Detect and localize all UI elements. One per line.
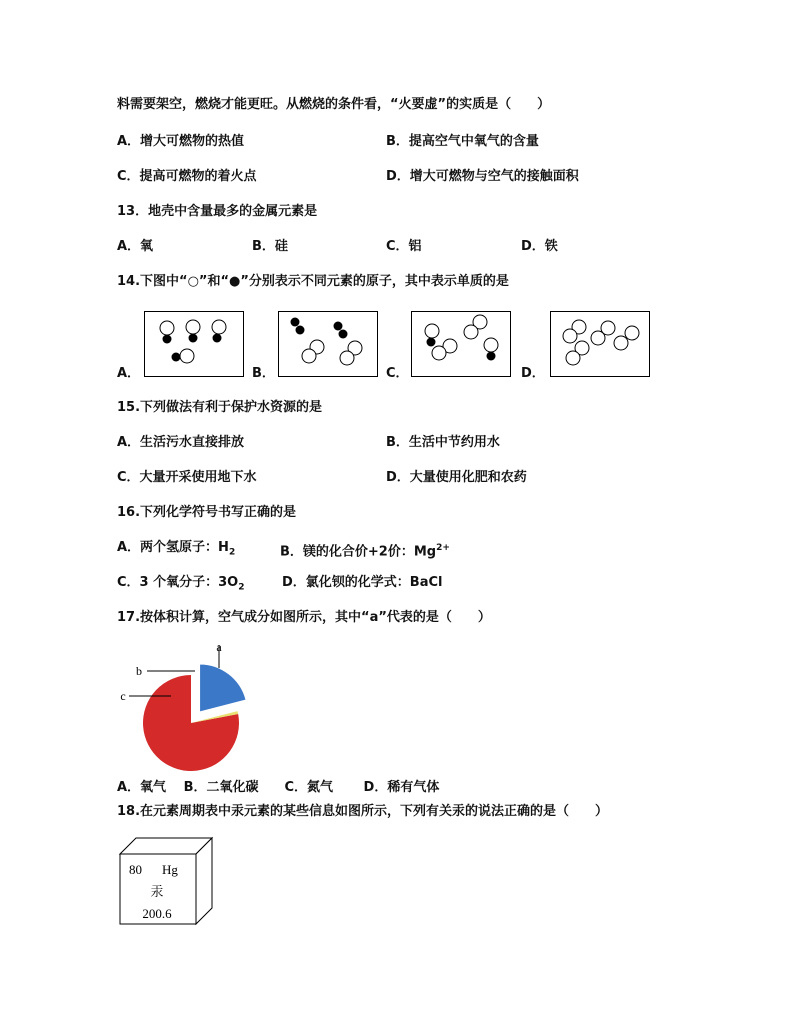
q18-stem: 18.在元素周期表中汞元素的某些信息如图所示，下列有关汞的说法正确的是（ ）	[117, 804, 609, 819]
pie-label-a: a	[216, 640, 222, 654]
pie-label-b: b	[136, 664, 142, 678]
atomic-number: 80	[129, 862, 142, 877]
q16-option-a-text: A．两个氢原子：H	[117, 540, 229, 555]
q12-option-c[interactable]: C．提高可燃物的着火点	[117, 169, 257, 184]
molecule-diagram-c	[412, 312, 510, 376]
q14-diagram-c	[411, 311, 511, 377]
q12-option-a[interactable]: A．增大可燃物的热值	[117, 134, 245, 149]
q14-option-a-label[interactable]: A．	[117, 366, 141, 381]
air-composition-pie-chart	[115, 635, 255, 775]
pie-label-c: c	[120, 689, 126, 703]
q16-stem: 16.下列化学符号书写正确的是	[117, 505, 297, 520]
q15-option-b[interactable]: B．生活中节约用水	[386, 435, 500, 450]
q13-option-c[interactable]: C．铝	[386, 239, 422, 254]
q13-option-b[interactable]: B．硅	[252, 239, 288, 254]
molecule-diagram-b	[279, 312, 377, 376]
q12-option-d[interactable]: D．增大可燃物与空气的接触面积	[386, 169, 579, 184]
q15-option-d[interactable]: D．大量使用化肥和农药	[386, 470, 527, 485]
q13-stem: 13．地壳中含量最多的金属元素是	[117, 204, 318, 219]
q13-option-a[interactable]: A．氧	[117, 239, 154, 254]
q15-stem: 15.下列做法有利于保护水资源的是	[117, 400, 323, 415]
q14-option-d-label[interactable]: D．	[521, 366, 545, 381]
q15-option-c[interactable]: C．大量开采使用地下水	[117, 470, 257, 485]
element-symbol: Hg	[162, 862, 178, 877]
molecule-diagram-a	[145, 312, 243, 376]
q14-stem: 14.下图中“○”和“●”分别表示不同元素的原子，其中表示单质的是	[117, 274, 509, 289]
q16-option-c-text: C．3 个氧分子：3O	[117, 575, 239, 590]
atomic-mass: 200.6	[142, 906, 172, 921]
q16-option-b-text: B．镁的化合价+2价：Mg	[280, 544, 437, 560]
q12-option-b[interactable]: B．提高空气中氧气的含量	[386, 134, 539, 149]
q17-options[interactable]: A．氧气 B．二氧化碳 C．氮气 D．稀有气体	[117, 780, 440, 795]
q16-option-b-superscript: 2+	[436, 543, 450, 553]
q14-diagram-a	[144, 311, 244, 377]
q12-stem: 料需要架空，燃烧才能更旺。从燃烧的条件看，“火要虚”的实质是（ ）	[117, 97, 551, 112]
element-name: 汞	[150, 885, 164, 900]
q17-stem: 17.按体积计算，空气成分如图所示，其中“a”代表的是（ ）	[117, 610, 491, 625]
molecule-diagram-d	[551, 312, 649, 376]
q16-option-c-subscript: 2	[238, 582, 245, 593]
q16-option-b[interactable]	[280, 539, 450, 561]
q16-option-a-subscript: 2	[228, 547, 236, 558]
pie-slice-a	[200, 664, 246, 712]
q15-option-a[interactable]: A．生活污水直接排放	[117, 435, 245, 450]
mercury-element-card	[117, 834, 217, 928]
q14-option-b-label[interactable]: B．	[252, 366, 275, 381]
q14-option-c-label[interactable]: C．	[386, 366, 409, 381]
pie-svg	[115, 635, 255, 775]
q14-diagram-b	[278, 311, 378, 377]
element-cube-svg	[117, 834, 217, 928]
q16-option-a[interactable]	[117, 539, 235, 562]
q16-option-c[interactable]	[117, 574, 244, 597]
q16-option-d[interactable]: D．氯化钡的化学式：BaCl	[282, 575, 443, 590]
q13-option-d[interactable]: D．铁	[521, 239, 558, 254]
q14-diagram-d	[550, 311, 650, 377]
